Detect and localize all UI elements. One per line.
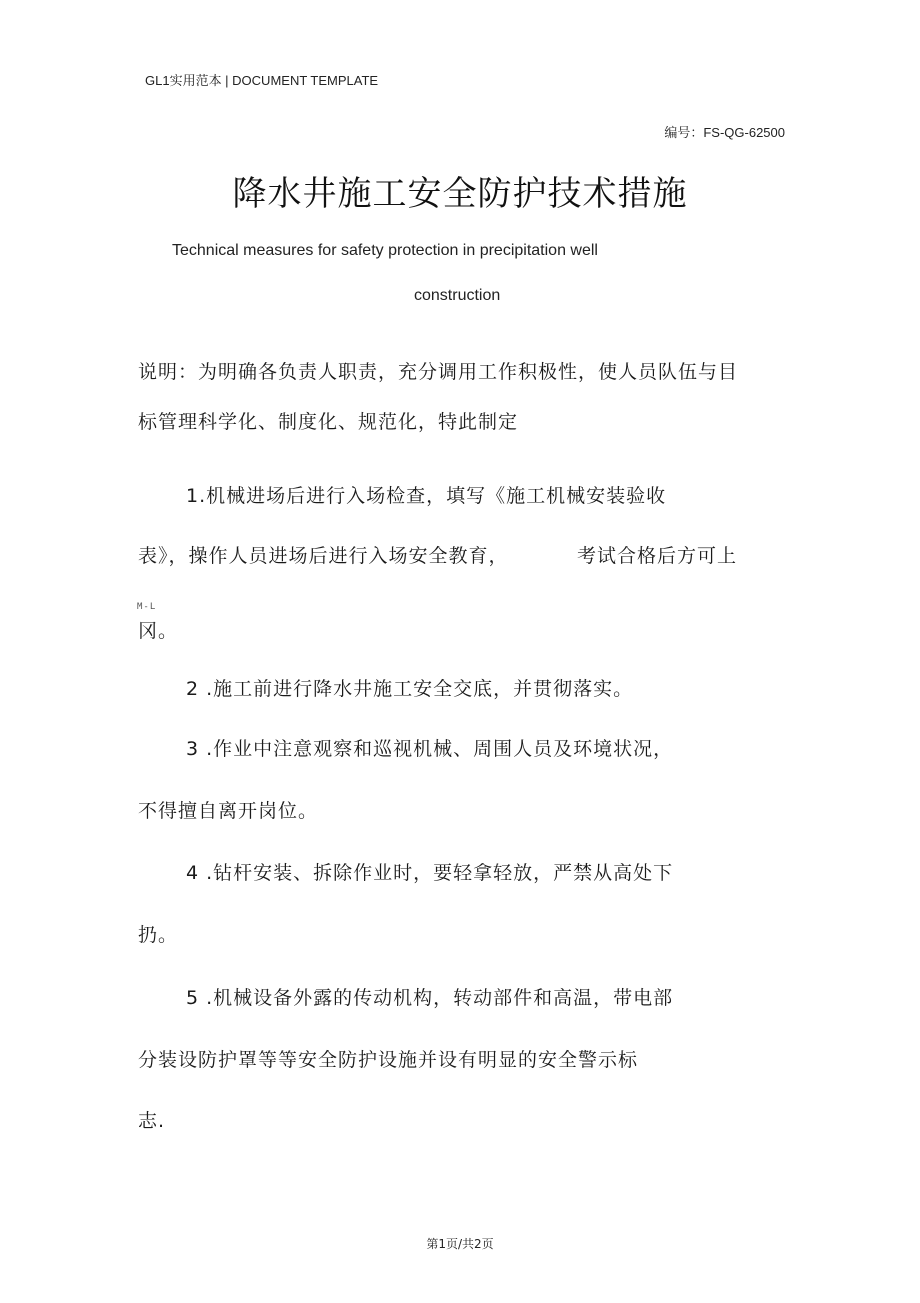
item-1-line1: 1.机械进场后进行入场检查，填写《施工机械安装验收 [186,485,667,507]
item-4-line1: 4 .钻杆安装、拆除作业时，要轻拿轻放，严禁从高处下 [186,862,674,884]
item-5-line3: 志. [138,1110,166,1132]
item-1-line2b: 考试合格后方可上 [577,545,738,567]
document-number: 编号：FS-QG-62500 [664,125,785,140]
page-indicator: 第1页/共2页 [426,1237,494,1251]
item-2-line1: 2 .施工前进行降水井施工安全交底，并贯彻落实。 [186,678,634,700]
intro-line2: 标管理科学化、制度化、规范化，特此制定 [138,411,519,433]
item-5-line2: 分装设防护罩等等安全防护设施并设有明显的安全警示标 [138,1049,639,1071]
item-1-small-mark: M-L [137,602,157,612]
intro-line1: 说明：为明确各负责人职责，充分调用工作积极性，使人员队伍与目 [138,361,739,383]
item-3-line2: 不得擅自离开岗位。 [138,800,319,822]
item-1-line3: 冈。 [138,620,179,642]
document-title: 降水井施工安全防护技术措施 [232,174,688,214]
item-5-line1: 5 .机械设备外露的传动机构，转动部件和高温，带电部 [186,987,674,1009]
item-1-line2a: 表》，操作人员进场后进行入场安全教育， [138,545,509,567]
item-4-line2: 扔。 [138,924,179,946]
template-header: GL1实用范本 | DOCUMENT TEMPLATE [145,73,379,88]
english-title-line2: construction [414,287,501,304]
item-3-line1: 3 .作业中注意观察和巡视机械、周围人员及环境状况， [186,738,674,760]
english-title-line1: Technical measures for safety protection in precipitation well [172,242,598,259]
